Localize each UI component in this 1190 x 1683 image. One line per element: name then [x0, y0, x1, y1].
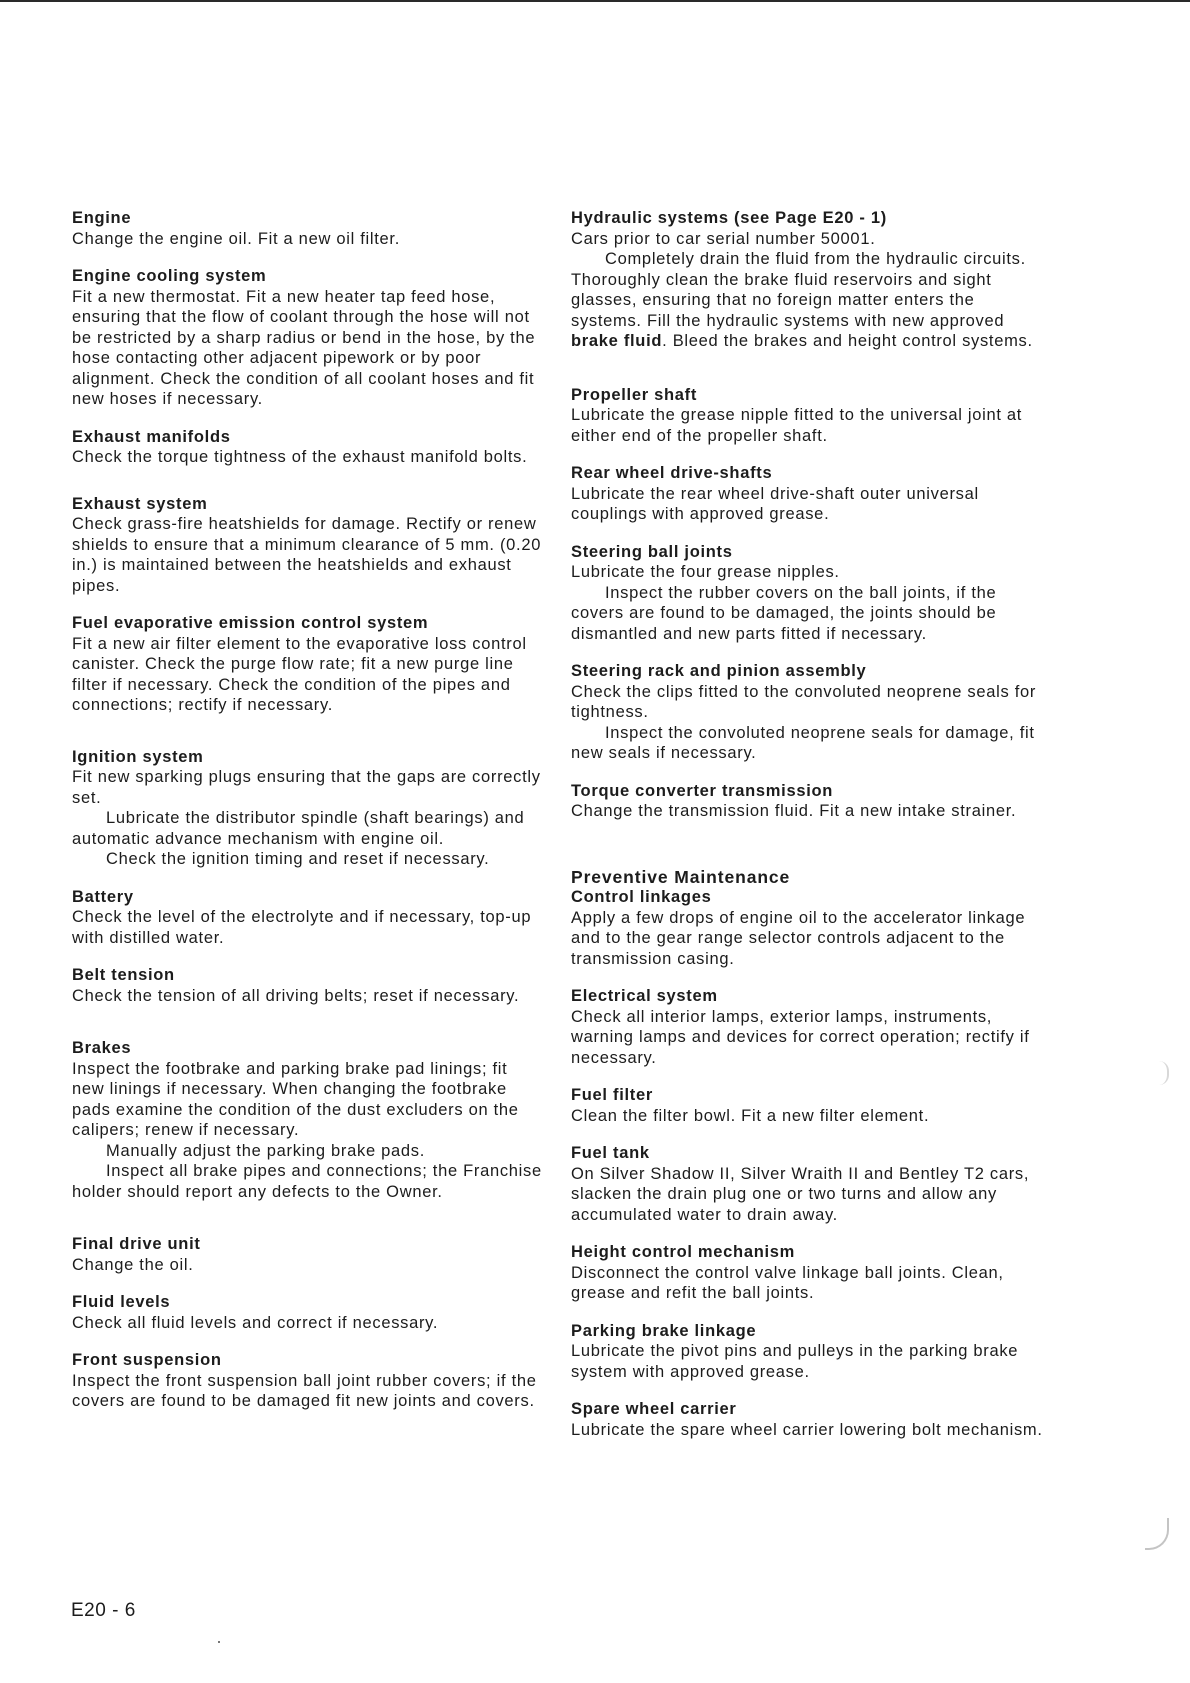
section-heading: Exhaust manifolds	[72, 427, 231, 446]
section-text: Inspect the footbrake and parking brake pad linings; fit new linings if necessary. When changing the footbrake pads examine the condition of the dust excluders on the calipers; renew if necessary.	[72, 1059, 519, 1139]
section-text: On Silver Shadow II, Silver Wraith II and Bentley T2 cars, slacken the drain plug one or two turns and allow any accumulated water to drain away.	[571, 1164, 1030, 1224]
speck-mark	[218, 1641, 220, 1643]
maintenance-section	[72, 1234, 542, 1275]
section-heading: Fluid levels	[72, 1293, 171, 1311]
section-heading: Engine cooling system	[72, 267, 267, 285]
maintenance-section	[72, 1350, 542, 1412]
section-heading: Battery	[72, 887, 134, 906]
section-heading: Brakes	[72, 1039, 132, 1057]
section-text: Check the ignition timing and reset if necessary.	[106, 850, 490, 868]
section-text: Check all fluid levels and correct if necessary.	[72, 1313, 439, 1332]
section-text: Inspect the rubber covers on the ball joints, if the covers are found to be damaged, the joints should be dismantled and new parts fitted if necessary.	[571, 583, 997, 643]
section-text: Check all interior lamps, exterior lamps, instruments, warning lamps and devices for correct operation; rectify if necessary.	[571, 1007, 1030, 1067]
maintenance-section	[571, 1143, 1046, 1225]
section-heading: Propeller shaft	[571, 385, 698, 404]
section-text: Lubricate the grease nipple fitted to the universal joint at either end of the propeller shaft.	[571, 406, 1023, 445]
maintenance-section	[571, 1321, 1046, 1383]
maintenance-section	[571, 1242, 1046, 1304]
page-number: E20 - 6	[71, 1600, 136, 1621]
left-column	[72, 208, 542, 1412]
maintenance-section	[72, 1292, 542, 1333]
section-heading: Torque converter transmission	[571, 781, 834, 800]
section-text: Fit a new air filter element to the evaporative loss control canister. Check the purge flow rate; fit a new purge line filter if necessary. Check the condition of the pipes and connections; rectify if necessary.	[72, 634, 527, 714]
section-heading: Height control mechanism	[571, 1243, 796, 1261]
section-text	[571, 249, 1046, 352]
section-text: Manually adjust the parking brake pads.	[106, 1141, 425, 1160]
maintenance-section	[571, 1399, 1046, 1440]
maintenance-section	[72, 427, 542, 468]
section-heading: Electrical system	[571, 987, 718, 1005]
margin-curl-mark	[1145, 1518, 1169, 1550]
section-text: Cars prior to car serial number 50001.	[571, 229, 876, 248]
maintenance-section	[571, 385, 1046, 447]
section-heading: Belt tension	[72, 966, 175, 984]
section-text: Inspect the front suspension ball joint rubber covers; if the covers are found to be damaged fit new joints and covers.	[72, 1371, 537, 1410]
section-heading: Parking brake linkage	[571, 1321, 757, 1340]
group-title: Preventive Maintenance	[571, 866, 791, 887]
section-heading: Spare wheel carrier	[571, 1400, 737, 1418]
section-heading: Steering rack and pinion assembly	[571, 662, 867, 680]
section-text-part: . Bleed the brakes and height control systems.	[662, 332, 1033, 350]
maintenance-section	[571, 208, 1046, 352]
section-heading: Hydraulic systems (see Page E20 - 1)	[571, 209, 887, 227]
right-column	[571, 208, 1046, 1440]
maintenance-section	[72, 208, 542, 249]
section-heading: Fuel evaporative emission control system	[72, 614, 429, 632]
section-heading: Exhaust system	[72, 494, 208, 513]
section-heading: Rear wheel drive-shafts	[571, 464, 773, 482]
section-heading: Engine	[72, 209, 132, 227]
section-text: Fit a new thermostat. Fit a new heater tap feed hose, ensuring that the flow of coolant through the hose will not be restricted by a sharp radius or bend in the hose, by the hose contacting other adjacent pipework or by poor alignment. Check the condition of all coolant hoses and fit new hoses if necessary.	[72, 287, 536, 408]
maintenance-section	[72, 965, 542, 1006]
section-text: Inspect the convoluted neoprene seals for damage, fit new seals if necessary.	[571, 723, 1035, 762]
margin-bracket-mark	[1159, 1061, 1169, 1085]
section-heading: Steering ball joints	[571, 542, 733, 561]
section-text: Change the engine oil. Fit a new oil filter.	[72, 229, 400, 248]
top-border-line	[0, 0, 1190, 2]
section-text: Fit new sparking plugs ensuring that the gaps are correctly set.	[72, 768, 541, 807]
maintenance-section	[571, 781, 1046, 822]
maintenance-section	[72, 266, 542, 410]
maintenance-section	[571, 542, 1046, 645]
maintenance-section	[72, 1038, 542, 1202]
section-text: Change the oil.	[72, 1255, 194, 1274]
maintenance-section	[571, 867, 1046, 970]
section-text-part: Completely drain the fluid from the hydraulic circuits. Thoroughly clean the brake fluid reservoirs and sight glasses, ensuring that no foreign matter enters the systems. Fill the hydraulic systems with new approved	[571, 250, 1026, 330]
maintenance-section	[571, 661, 1046, 764]
section-text: Lubricate the pivot pins and pulleys in the parking brake system with approved grease.	[571, 1342, 1019, 1381]
maintenance-section	[72, 747, 542, 870]
section-text: Check grass-fire heatshields for damage. Rectify or renew shields to ensure that a minimum clearance of 5 mm. (0.20 in.) is maintained between the heatshields and exhaust pipes.	[72, 515, 542, 595]
emphasis-term: brake fluid	[571, 332, 663, 350]
section-text: Check the tension of all driving belts; reset if necessary.	[72, 986, 520, 1005]
maintenance-section	[72, 613, 542, 716]
section-heading: Control linkages	[571, 888, 712, 906]
section-text: Inspect all brake pipes and connections; the Franchise holder should report any defects to the Owner.	[72, 1162, 542, 1201]
maintenance-section	[571, 986, 1046, 1068]
section-text: Clean the filter bowl. Fit a new filter element.	[571, 1106, 930, 1125]
maintenance-section	[571, 463, 1046, 525]
maintenance-section	[72, 494, 542, 597]
section-heading: Fuel tank	[571, 1144, 650, 1162]
section-text: Lubricate the distributor spindle (shaft bearings) and automatic advance mechanism with engine oil.	[72, 809, 525, 848]
section-text: Lubricate the spare wheel carrier lowering bolt mechanism.	[571, 1420, 1043, 1439]
section-text: Check the clips fitted to the convoluted neoprene seals for tightness.	[571, 682, 1037, 721]
section-heading: Ignition system	[72, 747, 204, 766]
section-text: Lubricate the rear wheel drive-shaft outer universal couplings with approved grease.	[571, 484, 979, 523]
section-text: Disconnect the control valve linkage ball joints. Clean, grease and refit the ball joints.	[571, 1263, 1004, 1302]
section-text: Check the torque tightness of the exhaust manifold bolts.	[72, 448, 528, 466]
maintenance-section	[72, 887, 542, 949]
maintenance-section	[571, 1085, 1046, 1126]
section-heading: Front suspension	[72, 1351, 222, 1369]
section-text: Change the transmission fluid. Fit a new intake strainer.	[571, 802, 1017, 820]
section-heading: Fuel filter	[571, 1086, 653, 1104]
section-text: Lubricate the four grease nipples.	[571, 563, 840, 581]
section-text: Check the level of the electrolyte and if necessary, top-up with distilled water.	[72, 908, 532, 947]
section-heading: Final drive unit	[72, 1235, 201, 1253]
section-text: Apply a few drops of engine oil to the accelerator linkage and to the gear range selector controls adjacent to the transmission casing.	[571, 908, 1026, 968]
